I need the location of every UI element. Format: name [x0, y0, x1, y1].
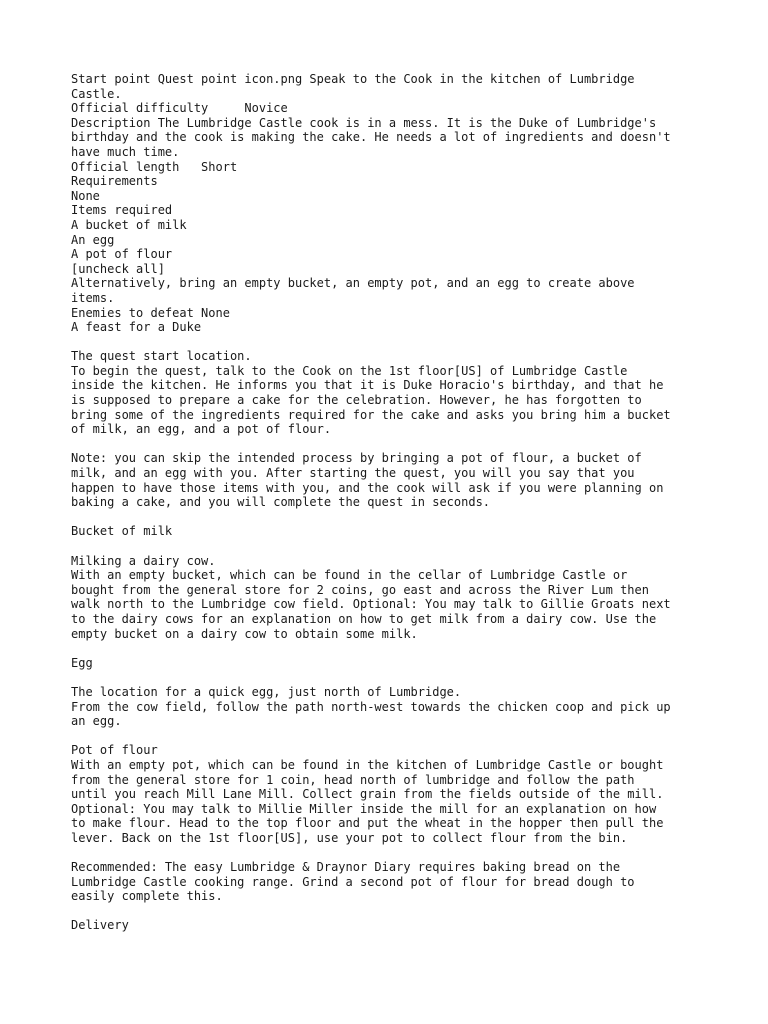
blank-line: [71, 904, 711, 919]
text-line: bring some of the ingredients required for the cake and asks you bring him a bucket: [71, 407, 671, 422]
text-line: Bucket of milk: [71, 524, 173, 539]
text-line: have much time.: [71, 144, 180, 159]
blank-line: [71, 539, 711, 554]
text-line: Delivery: [71, 918, 129, 933]
text-line: items.: [71, 290, 115, 305]
text-line: is supposed to prepare a cake for the celebration. However, he has forgotten to: [71, 393, 642, 408]
text-line: The quest start location.: [71, 349, 252, 364]
text-line: [uncheck all]: [71, 261, 165, 276]
text-line: milk, and an egg with you. After starting the quest, you will you say that you: [71, 466, 635, 481]
text-line: until you reach Mill Lane Mill. Collect grain from the fields outside of the mill.: [71, 787, 664, 802]
text-line: an egg.: [71, 714, 122, 729]
text-line: An egg: [71, 232, 115, 247]
text-line: lever. Back on the 1st floor[US], use your pot to collect flour from the bin.: [71, 830, 628, 845]
text-line: baking a cake, and you will complete the quest in seconds.: [71, 495, 491, 510]
text-line: Start point Quest point icon.png Speak to the Cook in the kitchen of Lumbridge: [71, 72, 635, 86]
text-line: from the general store for 1 coin, head north of lumbridge and follow the path: [71, 772, 635, 787]
text-line: Description The Lumbridge Castle cook is in a mess. It is the Duke of Lumbridge's: [71, 115, 657, 130]
blank-line: [71, 670, 711, 685]
text-line: easily complete this.: [71, 889, 223, 904]
text-line: A pot of flour: [71, 247, 173, 262]
text-line: None: [71, 188, 100, 203]
blank-line: [71, 641, 711, 656]
text-line: A feast for a Duke: [71, 320, 202, 335]
text-line: Pot of flour: [71, 743, 158, 758]
text-line: Egg: [71, 655, 93, 670]
text-line: to make flour. Head to the top floor and put the wheat in the hopper then pull the: [71, 816, 664, 831]
text-line: A bucket of milk: [71, 217, 187, 232]
text-line: Milking a dairy cow.: [71, 553, 216, 568]
text-line: empty bucket on a dairy cow to obtain some milk.: [71, 626, 418, 641]
blank-line: [71, 729, 711, 744]
text-line: inside the kitchen. He informs you that it is Duke Horacio's birthday, and that he: [71, 378, 664, 393]
blank-line: [71, 845, 711, 860]
blank-line: [71, 437, 711, 452]
blank-line: [71, 510, 711, 525]
text-line: The location for a quick egg, just north of Lumbridge.: [71, 684, 462, 699]
text-line: Official length Short: [71, 159, 238, 174]
text-line: Official difficulty Novice: [71, 101, 288, 116]
text-line: To begin the quest, talk to the Cook on the 1st floor[US] of Lumbridge Castle: [71, 363, 628, 378]
text-line: birthday and the cook is making the cake. He needs a lot of ingredients and doesn't: [71, 130, 671, 145]
text-line: Lumbridge Castle cooking range. Grind a second pot of flour for bread dough to: [71, 874, 635, 889]
text-line: Enemies to defeat None: [71, 305, 230, 320]
text-line: With an empty pot, which can be found in the kitchen of Lumbridge Castle or bought: [71, 757, 664, 772]
text-line: With an empty bucket, which can be found in the cellar of Lumbridge Castle or: [71, 568, 628, 583]
text-line: Castle.: [71, 86, 122, 101]
blank-line: [71, 335, 711, 350]
text-line: of milk, an egg, and a pot of flour.: [71, 422, 332, 437]
text-line: Requirements: [71, 174, 158, 189]
text-line: bought from the general store for 2 coins, go east and across the River Lum then: [71, 582, 649, 597]
text-line: happen to have those items with you, and the cook will ask if you were planning on: [71, 480, 664, 495]
text-line: Alternatively, bring an empty bucket, an empty pot, and an egg to create above: [71, 276, 635, 291]
text-line: to the dairy cows for an explanation on how to get milk from a dairy cow. Use the: [71, 611, 657, 626]
text-line: Items required: [71, 203, 173, 218]
text-line: walk north to the Lumbridge cow field. Optional: You may talk to Gillie Groats next: [71, 597, 671, 612]
text-line: From the cow field, follow the path north-west towards the chicken coop and pick up: [71, 699, 671, 714]
text-line: Optional: You may talk to Millie Miller inside the mill for an explanation on how: [71, 801, 657, 816]
text-line: Recommended: The easy Lumbridge & Draynor Diary requires baking bread on the: [71, 860, 621, 875]
document-body: [71, 72, 711, 933]
text-line: Note: you can skip the intended process by bringing a pot of flour, a bucket of: [71, 451, 642, 466]
